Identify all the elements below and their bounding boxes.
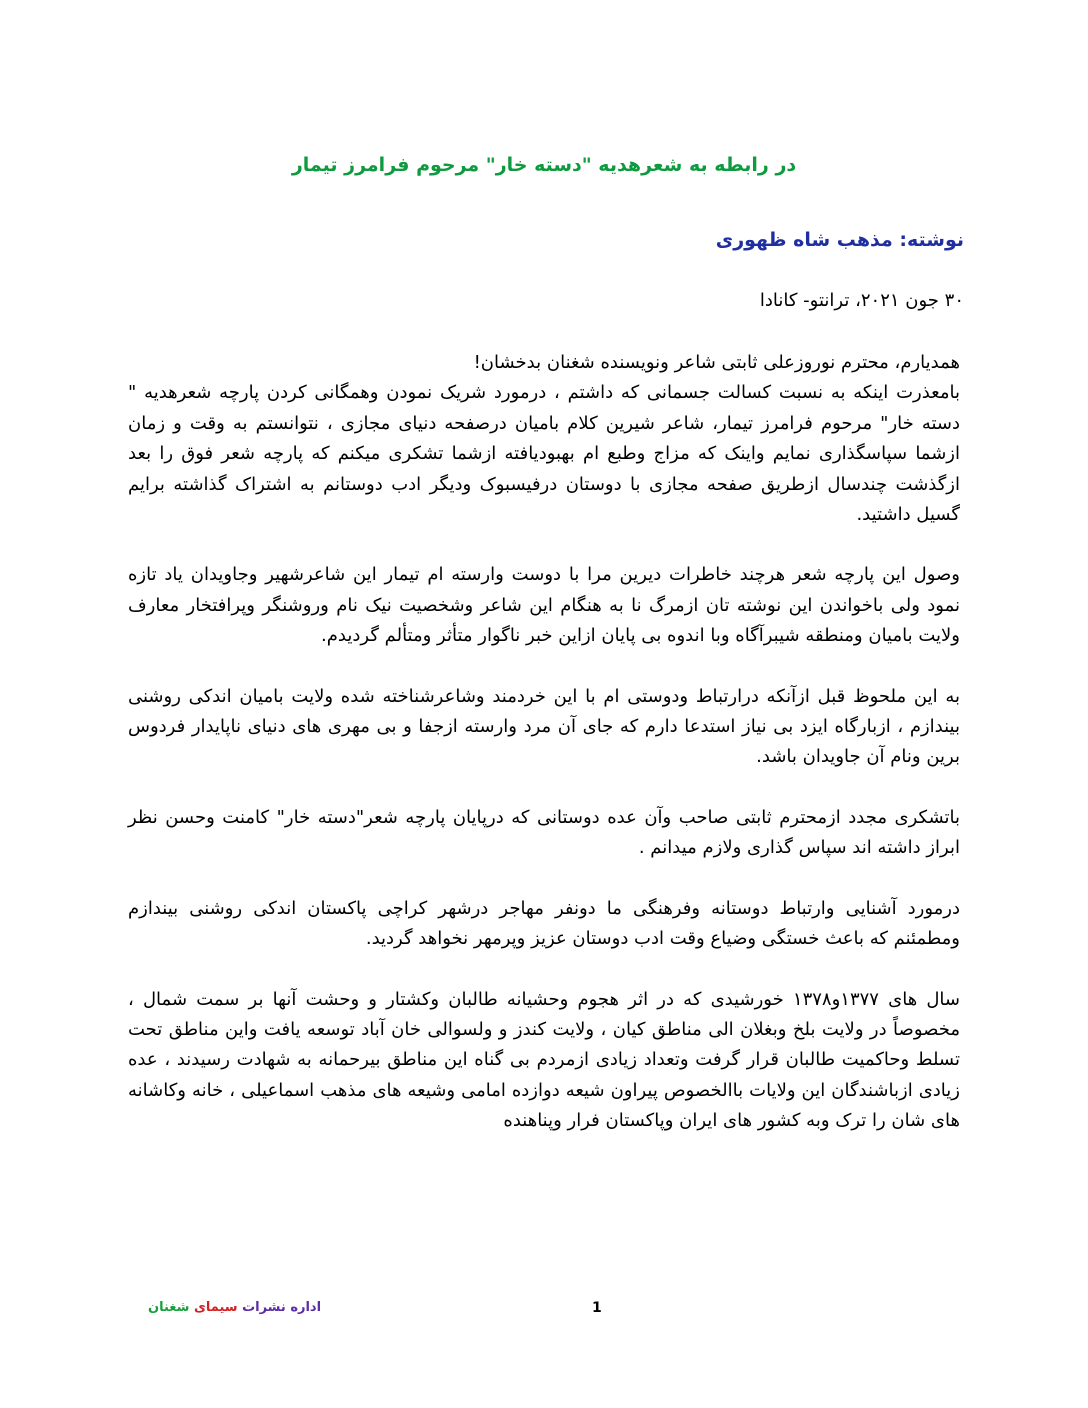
dateline: ۳۰ جون ۲۰۲۱، ترانتو- کانادا bbox=[759, 290, 964, 311]
paragraph-2: وصول این پارچه شعر هرچند خاطرات دیرین مرا با دوست وارسته ام تیمار این شاعرشهیر وجاویدان یاد تازه نمود ولی باخواندن این نوشته تان ازمرگ نا به هنگام این شاعر وشخصیت نیک نام وروشنگر وپرافتخار معارف ولایت بامیان ومنطقه شیبرآگاه وبا اندوه بی پایان ازاین خبر ناگوار متأثر ومتألم گردیدم. bbox=[128, 564, 960, 647]
document-title: در رابطه به شعرهدیه "دسته خار" مرحوم فرامرز تیمار bbox=[291, 154, 797, 176]
article-body bbox=[128, 348, 960, 1167]
paragraph-1: بامعذرت اینکه به نسبت کسالت جسمانی که داشتم ، درمورد شریک نمودن وهمگانی کردن پارچه شعرهدیه " دسته خار" مرحوم فرامرز تیمار، شاعر شیرین کلام بامیان درصفحه دنیای مجازی ، نتوانستم به وقت و زمان ازشما سپاسگذاری نمایم واینک که مزاج وطبع ام بهبودیافته ازشما تشکری میکنم که پارچه شعر فوق را بعد ازگذشت چندسال ازطریق صفحه مجازی با دوستان درفیسبوک ودیگر ادب دوستانم به اشتراک گذاشته برایم گسیل داشتید. bbox=[128, 382, 960, 526]
paragraph-3: به این ملحوظ قبل ازآنکه درارتباط ودوستی ام با این خردمند وشاعرشناخته شده ولایت بامیان اندکی روشنی بیندازم ، ازبارگاه ایزد بی نیاز استدعا دارم که جای آن مرد وارسته ازجفا و بی مهری های دنیای ناپایدار فردوس برین ونام آن جاویدان باشد. bbox=[128, 685, 960, 768]
publisher-part-3: شغنان bbox=[148, 1300, 190, 1315]
page-number: 1 bbox=[592, 1300, 602, 1316]
paragraph-6: سال های ۱۳۷۷و۱۳۷۸ خورشیدی که در اثر هجوم وحشیانه طالبان وکشتار و وحشت آنها بر سمت شمال ، مخصوصاً در ولایت بلخ وبغلان الی مناطق کیان ، ولایت کندز و ولسوالی خان آباد توسعه یافت واین مناطق تحت تسلط وحاکمیت طالبان قرار گرفت وتعداد زیادی ازمردم بی گناه این مناطق بیرحمانه به شهادت رسیدند ، عده زیادی ازباشندگان این ولایات باالخصوص پیراون شیعه دوازده امامی وشیعه های مذهب اسماعیلی ، خانه وکاشانه های شان را ترک وبه کشور های ایران وپاکستان فرار وپناهنده bbox=[128, 988, 960, 1132]
publisher-part-2: سیمای bbox=[193, 1300, 238, 1315]
publisher-part-1: اداره نشرات bbox=[242, 1300, 322, 1315]
author-line: نوشته: مذهب شاه ظهوری bbox=[715, 229, 964, 251]
greeting: همدیارم، محترم نوروزعلی ثابتی شاعر ونویسنده شغنان بدخشان! bbox=[473, 352, 960, 373]
footer-publisher bbox=[148, 1298, 321, 1318]
paragraph-4: باتشکری مجدد ازمحترم ثابتی صاحب وآن عده دوستانی که درپایان پارچه شعر"دسته خار" کامنت وحسن نظر ابراز داشته اند سپاس گذاری ولازم میدانم . bbox=[128, 806, 960, 859]
paragraph-5: درمورد آشنایی وارتباط دوستانه وفرهنگی ما دونفر مهاجر درشهر کراچی پاکستان اندکی روشنی بیندازم ومطمئنم که باعث خستگی وضیاع وقت ادب دوستان عزیز وپرمهر نخواهد گردید. bbox=[128, 897, 960, 950]
